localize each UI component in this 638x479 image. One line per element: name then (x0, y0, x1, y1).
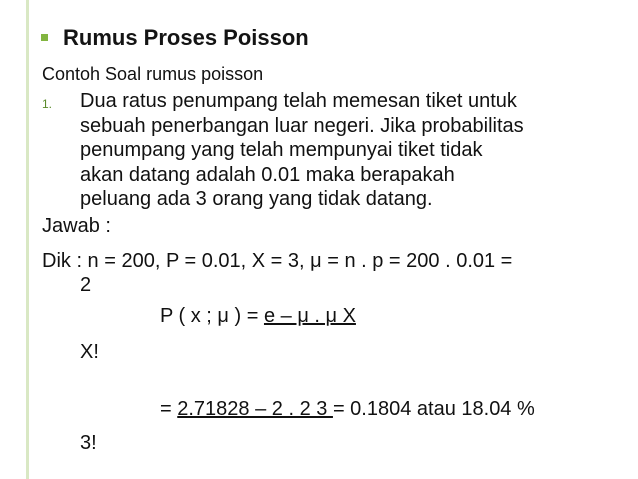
given-line-2: 2 (80, 274, 92, 296)
question-line-2: sebuah penerbangan luar negeri. Jika probabilitas (80, 115, 524, 137)
left-accent-rule (26, 0, 29, 479)
question-line-5: peluang ada 3 orang yang tidak datang. (80, 188, 433, 210)
calc-result: = 0.1804 atau 18.04 % (332, 398, 535, 420)
slide-title: Rumus Proses Poisson (63, 25, 309, 50)
question-number: 1. (42, 97, 53, 111)
slide-subtitle: Contoh Soal rumus poisson (42, 64, 264, 84)
formula-left: P ( x ; μ ) = (160, 305, 264, 327)
question-line-4: akan datang adalah 0.01 maka berapakah (80, 164, 455, 186)
question-line-3: penumpang yang telah mempunyai tiket tidak (80, 139, 483, 161)
formula-denominator: X! (80, 341, 99, 363)
formula-numerator: e – μ . μ X (263, 305, 356, 327)
question-line-1: Dua ratus penumpang telah memesan tiket untuk (80, 90, 517, 112)
calc-numerator: 2.71828 – 2 . 2 3 (177, 398, 333, 420)
calc-equals: = (160, 398, 178, 420)
square-bullet-icon (41, 34, 48, 41)
calculation (160, 398, 535, 421)
calc-denominator: 3! (80, 432, 97, 454)
formula (160, 305, 356, 328)
answer-label: Jawab : (42, 215, 111, 237)
given-line-1: Dik : n = 200, P = 0.01, X = 3, μ = n . p = 200 . 0.01 = (42, 250, 513, 272)
